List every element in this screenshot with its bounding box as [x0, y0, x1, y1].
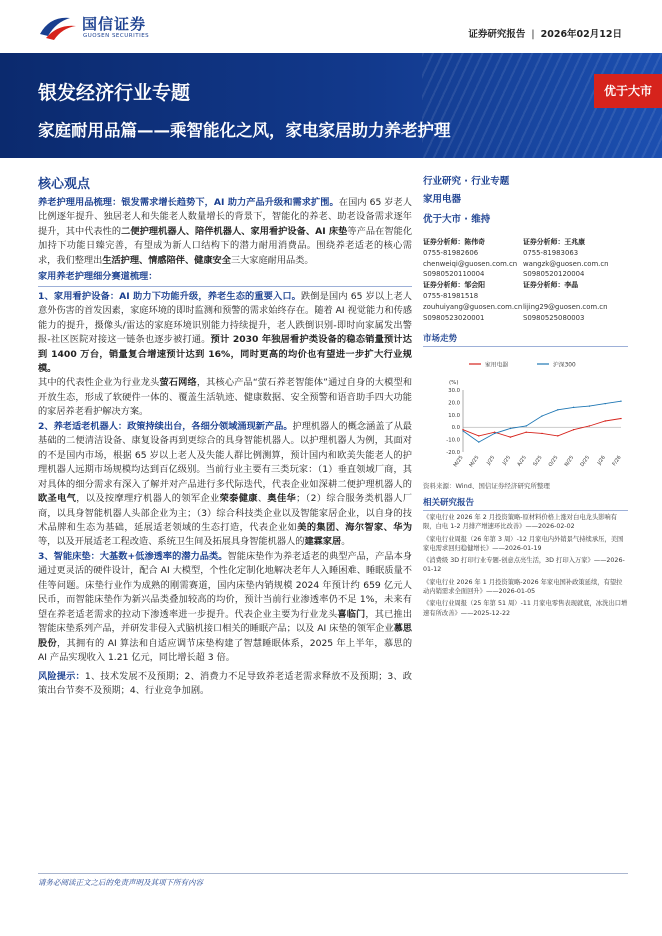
related-report-item[interactable]: 《消费级 3D 打印行业专题-创意点亮生活，3D 打印入万家》——2026-01-12: [423, 557, 625, 574]
data-point: [510, 436, 511, 437]
data-point: [573, 407, 574, 408]
market-trend-chart: [423, 350, 628, 478]
series-line: [463, 419, 621, 438]
analyst-phone: 0755-81981518: [423, 291, 479, 300]
core-view-title: 核心观点: [38, 177, 91, 192]
data-point: [589, 405, 590, 406]
x-tick-label: J/25: [501, 454, 513, 466]
guosen-logo-mark-icon: [38, 12, 78, 42]
section-3: 3、智能床垫：大基数+低渗透率的潜力品类。智能床垫作为养老适老的典型产品，产品本身通过更灵活的硬件设计，配合 AI 大模型，个性化定制化地解决老年人入睡困难、睡眠质量不佳等问题。床垫行业作为成熟的刚需赛道，国内床垫内销规模 2024 年预计约 659 亿元人民币，而智能床垫作为新兴品类叠加较高的均价，预计当前行业渗透率仍不足 1%，未来有望在养老适老需求的拉动下渗透率进一步提升。代表企业主要为行业龙头喜临门，其已推出智能床垫系列产品，并研发非侵入式脑机接口相关的睡眠产品；以及 AI 床垫的领军企业慕思股份，其拥有的 AI 算法和自适应调节床垫构建了智慧睡眠体系，2025 年上半年，慕思的 AI 产品实现收入 1.21 亿元，同比增长超 3 倍。: [38, 550, 413, 664]
analyst-list: [423, 237, 628, 323]
report-meta: 证券研究报告 | 2026年02月12日: [468, 29, 622, 40]
y-tick-label: -20.0: [446, 450, 460, 456]
section-2-head: 2、养老适老机器人：政策持续出台，各细分领域涌现新产品。: [38, 420, 293, 432]
related-report-item[interactable]: 《家电行业 2026 年 2 月投资策略-原材料价格上涨对白电龙头影响有限，白电 1-2 月排产增速环比改善》——2026-02-02: [423, 514, 618, 531]
data-point: [557, 435, 558, 436]
analyst-phone: 0755-81983063: [523, 248, 579, 257]
data-point: [478, 435, 479, 436]
series-line: [463, 401, 621, 442]
data-point: [526, 425, 527, 426]
x-tick-label: O/25: [547, 454, 560, 468]
related-report-item[interactable]: 《家电行业 2026 年 1 月投资策略-2026 年家电国补政策延续，有望拉动内销需求全面回升》——2026-01-05: [423, 578, 623, 596]
market-trend-label: 市场走势: [423, 332, 628, 347]
data-point: [620, 400, 621, 401]
analyst-name: 证券分析师：王兆康: [523, 238, 586, 246]
analyst-phone: 0755-81982606: [423, 248, 479, 257]
related-reports-title: 相关研究报告: [423, 496, 628, 511]
section-1: 1、家用看护设备：AI 助力下功能升级，养老生态的重要入口。跌倒是国内 65 岁以上老人意外伤害的首发因素，家庭环境的即时监测和预警的需求始终存在。随着 AI 视觉能力和传感能力的提升，摄像头/雷达的家庭环境识别能力持续提升，老人跌倒识别-即时向家属发出警报-社区医院对接这一链条也逐步被打通。预计 2030 年独居看护类设备的稳态销量预计达到 1400 万台，销量复合增速预计达到 16%，同时更高的均价也有望进一步扩大行业规模。: [38, 290, 412, 374]
analyst-cert: S0980520120004: [523, 270, 585, 279]
y-tick-label: 10.0: [448, 412, 460, 419]
x-tick-label: D/25: [579, 454, 592, 468]
y-tick-label: -10.0: [446, 437, 460, 444]
x-tick-label: M/25: [452, 454, 465, 469]
page-header: [0, 0, 662, 50]
analyst-email: zouhuiyang@guosen.com.cn: [423, 302, 523, 311]
data-point: [526, 431, 527, 432]
data-point: [605, 403, 606, 404]
analyst-email: lijing29@guosen.com.cn: [523, 302, 608, 311]
analyst-email: chenweiqi@guosen.com.cn: [423, 259, 518, 268]
logo-cn: 国信证券: [82, 15, 147, 33]
analyst-cert: S0980523020001: [423, 313, 485, 322]
x-tick-label: F/26: [611, 454, 623, 468]
x-tick-label: M/25: [468, 454, 481, 469]
risk-warning: 风险提示：1、技术发展不及预期；2、消费力不足导致养老适老需求释放不及预期；3、政策出台节奏不及预期；4、行业竞争加剧。: [38, 670, 412, 696]
report-title: 银发经济行业专题: [38, 82, 191, 104]
analyst-name: 证券分析师：李晶: [523, 281, 579, 290]
data-point: [541, 415, 542, 416]
data-point: [573, 429, 574, 430]
risk-head: 风险提示：: [38, 670, 85, 682]
analyst-cert: S0980520110004: [423, 270, 485, 279]
x-tick-label: J/26: [596, 454, 607, 466]
analyst-group: [423, 237, 628, 280]
x-tick-label: A/25: [516, 454, 528, 468]
data-point: [557, 409, 558, 410]
section-1-head: 1、家用看护设备：AI 助力下功能升级，养老生态的重要入口。: [38, 290, 302, 302]
industry-rating: 优于大市 · 维持: [423, 214, 491, 225]
analyst-email: wangzk@guosen.com.cn: [523, 259, 609, 268]
analyst-cert: S0980525080003: [523, 313, 585, 322]
sidebar: [423, 176, 628, 225]
y-tick-label: 0.0: [451, 425, 460, 432]
industry-name: 家用电器: [423, 194, 462, 205]
y-tick-label: 30.0: [448, 388, 460, 394]
data-point: [462, 430, 463, 431]
x-tick-label: J/25: [485, 454, 497, 466]
data-point: [541, 433, 542, 434]
legend-label: 家用电器: [485, 362, 509, 369]
y-tick-label: 20.0: [448, 400, 460, 407]
title-banner: [0, 53, 662, 158]
data-point: [494, 433, 495, 434]
analyst-group: [423, 280, 628, 323]
para-1: 养老护理用品梳理：银发需求增长趋势下，AI 助力产品升级和需求扩围。在国内 65 岁老人比例逐年提升、独居老人和失能老人数量增长的背景下，智能化的养老、助老设备需求逐年提升，其中代表性的二便护理机器人、陪伴机器人、家用看护设备、AI 床垫等产品在智能化加持下功能日臻完善，有望成为新人口结构下的潜力耐用消费品。围绕养老适老的核心需求，我们整理出生活护理、情感陪伴、健康安全三大家庭耐用品类。: [38, 197, 413, 266]
report-type: 证券研究报告: [468, 29, 526, 40]
data-point: [589, 425, 590, 426]
data-point: [478, 441, 479, 442]
section-3-head: 3、智能床垫：大基数+低渗透率的潜力品类。: [38, 550, 228, 562]
data-point: [605, 420, 606, 421]
x-tick-label: S/25: [532, 454, 544, 468]
section-2: 2、养老适老机器人：政策持续出台，各细分领域涌现新产品。护理机器人的概念涵盖了从最基础的二便清洁设备、康复设备再到更综合的具身智能机器人。以护理机器人为例，其面对的不是国内市场，根据 65 岁以上老人及失能人群比例测算，预计国内和欧美失能老人的护理机器人远期市场规模均达到百亿级别。当前行业主要有三类玩家：（1）垂直领域厂商，其对具体的细分需求有深入了解并对产品进行多代际迭代，代表企业如深耕二便护理机器人的欧圣电气，以及按摩理疗机器人的领军企业荣泰健康、奥佳华；（2）综合服务类机器人厂商，以具身智能机器人头部企业为主；（3）综合科技类企业以及智能家居企业，以自身的技术品牌和生态为基础，延展适老领域的生态打造，代表企业如美的集团、海尔智家、华为等，以及开展适老工程改造、系统卫生间及拓展具身智能机器人的建霖家居。: [38, 420, 413, 548]
legend-label: 沪深300: [553, 362, 576, 369]
analyst-name: 证券分析师：邹会阳: [423, 281, 486, 290]
report-subtitle: 家庭耐用品篇——乘智能化之风，家电家居助力养老护理: [38, 121, 451, 140]
y-axis-label: (%): [449, 380, 459, 386]
data-point: [620, 418, 621, 419]
report-date: 2026年02月12日: [540, 29, 622, 40]
guosen-logo: [38, 12, 198, 44]
data-point: [510, 428, 511, 429]
logo-en: GUOSEN SECURITIES: [83, 33, 150, 39]
x-tick-label: N/25: [563, 454, 576, 468]
related-report-item[interactable]: 《家电行业周报（26 年第 3 周）-12 月家电内外销景气持续承压，美国家电需求回归稳健增长》——2026-01-19: [423, 535, 624, 552]
analyst-name: 证券分析师：陈伟奇: [423, 238, 486, 246]
main-content: [38, 196, 412, 698]
segment-subtitle: 家用养老护理细分赛道梳理：: [38, 270, 412, 286]
footer-divider: [38, 873, 628, 874]
section-1-cont: 其中的代表性企业为行业龙头萤石网络，其核心产品“萤石养老智能体”通过自身的大模型和开放生态，形成了软硬件一体的、覆盖生活轨迹、健康数据、安全预警和语音助手四大功能的家居养老看护解决方案。: [38, 377, 413, 418]
data-point: [494, 431, 495, 432]
related-reports-list: [423, 513, 628, 621]
para-1-head: 养老护理用品梳理：银发需求增长趋势下，AI 助力产品升级和需求扩围。: [38, 197, 339, 208]
footer-disclaimer: 请务必阅读正文之后的免责声明及其项下所有内容: [38, 878, 203, 887]
data-point: [462, 429, 463, 430]
chart-source: 资料来源：Wind、国信证券经济研究所整理: [423, 482, 550, 490]
report-category: 行业研究 · 行业专题: [423, 176, 510, 187]
rating-badge: 优于大市: [594, 74, 662, 108]
related-report-item[interactable]: 《家电行业周报（25 年第 51 周）-11 月家电零售表现就底，冰洗出口增速有所改善》——2025-12-22: [423, 600, 628, 617]
